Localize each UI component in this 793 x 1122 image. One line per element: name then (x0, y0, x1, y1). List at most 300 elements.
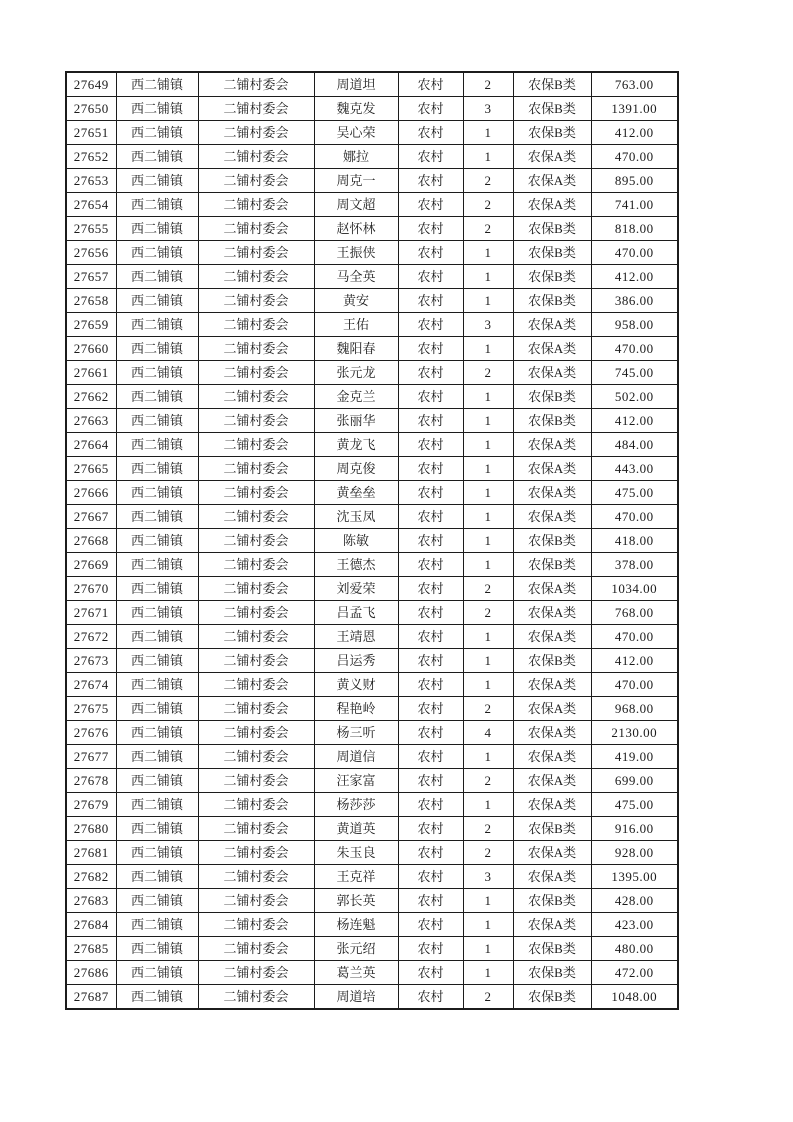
household-type-cell: 农村 (398, 289, 463, 313)
town-cell: 西二铺镇 (116, 385, 198, 409)
insurance-category-cell: 农保A类 (513, 433, 591, 457)
record-id-cell: 27673 (66, 649, 116, 673)
person-count-cell: 2 (463, 361, 513, 385)
person-count-cell: 2 (463, 169, 513, 193)
table-row (66, 793, 678, 817)
person-name-cell: 吕运秀 (314, 649, 398, 673)
village-committee-cell: 二铺村委会 (198, 409, 314, 433)
amount-cell: 968.00 (591, 697, 678, 721)
village-committee-cell: 二铺村委会 (198, 313, 314, 337)
record-id-cell: 27672 (66, 625, 116, 649)
record-id-cell: 27658 (66, 289, 116, 313)
insurance-category-cell: 农保B类 (513, 889, 591, 913)
person-name-cell: 周克俊 (314, 457, 398, 481)
insurance-category-cell: 农保A类 (513, 769, 591, 793)
record-id-cell: 27686 (66, 961, 116, 985)
person-name-cell: 周克一 (314, 169, 398, 193)
amount-cell: 502.00 (591, 385, 678, 409)
household-type-cell: 农村 (398, 841, 463, 865)
table-row (66, 529, 678, 553)
amount-cell: 386.00 (591, 289, 678, 313)
table-row (66, 745, 678, 769)
household-type-cell: 农村 (398, 241, 463, 265)
record-id-cell: 27684 (66, 913, 116, 937)
person-count-cell: 4 (463, 721, 513, 745)
amount-cell: 699.00 (591, 769, 678, 793)
village-committee-cell: 二铺村委会 (198, 601, 314, 625)
village-committee-cell: 二铺村委会 (198, 793, 314, 817)
person-name-cell: 周道坦 (314, 72, 398, 97)
amount-cell: 470.00 (591, 505, 678, 529)
town-cell: 西二铺镇 (116, 961, 198, 985)
village-committee-cell: 二铺村委会 (198, 241, 314, 265)
insurance-category-cell: 农保B类 (513, 553, 591, 577)
record-id-cell: 27670 (66, 577, 116, 601)
insurance-category-cell: 农保A类 (513, 841, 591, 865)
town-cell: 西二铺镇 (116, 361, 198, 385)
person-count-cell: 1 (463, 961, 513, 985)
town-cell: 西二铺镇 (116, 673, 198, 697)
village-committee-cell: 二铺村委会 (198, 193, 314, 217)
table-row (66, 649, 678, 673)
household-type-cell: 农村 (398, 409, 463, 433)
household-type-cell: 农村 (398, 361, 463, 385)
amount-cell: 423.00 (591, 913, 678, 937)
record-id-cell: 27660 (66, 337, 116, 361)
village-committee-cell: 二铺村委会 (198, 505, 314, 529)
table-row (66, 769, 678, 793)
record-id-cell: 27665 (66, 457, 116, 481)
record-id-cell: 27680 (66, 817, 116, 841)
household-type-cell: 农村 (398, 193, 463, 217)
person-count-cell: 1 (463, 457, 513, 481)
town-cell: 西二铺镇 (116, 193, 198, 217)
person-name-cell: 王佑 (314, 313, 398, 337)
benefit-roster-table (65, 71, 679, 1010)
table-row (66, 313, 678, 337)
record-id-cell: 27663 (66, 409, 116, 433)
insurance-category-cell: 农保B类 (513, 72, 591, 97)
insurance-category-cell: 农保B类 (513, 121, 591, 145)
person-name-cell: 吴心荣 (314, 121, 398, 145)
record-id-cell: 27679 (66, 793, 116, 817)
record-id-cell: 27687 (66, 985, 116, 1010)
amount-cell: 1395.00 (591, 865, 678, 889)
town-cell: 西二铺镇 (116, 889, 198, 913)
record-id-cell: 27656 (66, 241, 116, 265)
person-count-cell: 1 (463, 385, 513, 409)
amount-cell: 443.00 (591, 457, 678, 481)
table-row (66, 337, 678, 361)
record-id-cell: 27654 (66, 193, 116, 217)
town-cell: 西二铺镇 (116, 337, 198, 361)
record-id-cell: 27659 (66, 313, 116, 337)
amount-cell: 470.00 (591, 625, 678, 649)
village-committee-cell: 二铺村委会 (198, 265, 314, 289)
household-type-cell: 农村 (398, 673, 463, 697)
amount-cell: 418.00 (591, 529, 678, 553)
amount-cell: 470.00 (591, 145, 678, 169)
table-row (66, 937, 678, 961)
village-committee-cell: 二铺村委会 (198, 97, 314, 121)
village-committee-cell: 二铺村委会 (198, 337, 314, 361)
person-count-cell: 1 (463, 505, 513, 529)
person-name-cell: 黄道英 (314, 817, 398, 841)
household-type-cell: 农村 (398, 601, 463, 625)
table-row (66, 961, 678, 985)
person-count-cell: 1 (463, 649, 513, 673)
table-row (66, 553, 678, 577)
person-name-cell: 程艳岭 (314, 697, 398, 721)
insurance-category-cell: 农保B类 (513, 529, 591, 553)
town-cell: 西二铺镇 (116, 601, 198, 625)
table-row (66, 265, 678, 289)
person-name-cell: 赵怀林 (314, 217, 398, 241)
table-body (66, 72, 678, 1009)
insurance-category-cell: 农保B类 (513, 409, 591, 433)
town-cell: 西二铺镇 (116, 529, 198, 553)
amount-cell: 1391.00 (591, 97, 678, 121)
household-type-cell: 农村 (398, 889, 463, 913)
record-id-cell: 27651 (66, 121, 116, 145)
insurance-category-cell: 农保B类 (513, 265, 591, 289)
household-type-cell: 农村 (398, 625, 463, 649)
amount-cell: 895.00 (591, 169, 678, 193)
town-cell: 西二铺镇 (116, 625, 198, 649)
household-type-cell: 农村 (398, 769, 463, 793)
household-type-cell: 农村 (398, 817, 463, 841)
table-row (66, 385, 678, 409)
person-count-cell: 1 (463, 121, 513, 145)
amount-cell: 470.00 (591, 337, 678, 361)
village-committee-cell: 二铺村委会 (198, 841, 314, 865)
person-count-cell: 3 (463, 97, 513, 121)
amount-cell: 928.00 (591, 841, 678, 865)
table-row (66, 145, 678, 169)
person-name-cell: 黄安 (314, 289, 398, 313)
insurance-category-cell: 农保A类 (513, 697, 591, 721)
insurance-category-cell: 农保B类 (513, 649, 591, 673)
village-committee-cell: 二铺村委会 (198, 72, 314, 97)
record-id-cell: 27683 (66, 889, 116, 913)
household-type-cell: 农村 (398, 505, 463, 529)
person-count-cell: 2 (463, 217, 513, 241)
table-row (66, 889, 678, 913)
household-type-cell: 农村 (398, 337, 463, 361)
amount-cell: 484.00 (591, 433, 678, 457)
person-name-cell: 张元绍 (314, 937, 398, 961)
insurance-category-cell: 农保A类 (513, 865, 591, 889)
insurance-category-cell: 农保B类 (513, 385, 591, 409)
table-row (66, 289, 678, 313)
amount-cell: 472.00 (591, 961, 678, 985)
village-committee-cell: 二铺村委会 (198, 289, 314, 313)
amount-cell: 412.00 (591, 409, 678, 433)
town-cell: 西二铺镇 (116, 265, 198, 289)
person-name-cell: 周文超 (314, 193, 398, 217)
record-id-cell: 27685 (66, 937, 116, 961)
town-cell: 西二铺镇 (116, 169, 198, 193)
person-name-cell: 张丽华 (314, 409, 398, 433)
table-row (66, 985, 678, 1010)
household-type-cell: 农村 (398, 793, 463, 817)
record-id-cell: 27662 (66, 385, 116, 409)
person-name-cell: 吕孟飞 (314, 601, 398, 625)
village-committee-cell: 二铺村委会 (198, 697, 314, 721)
insurance-category-cell: 农保A类 (513, 913, 591, 937)
person-count-cell: 2 (463, 193, 513, 217)
town-cell: 西二铺镇 (116, 457, 198, 481)
table-row (66, 97, 678, 121)
record-id-cell: 27671 (66, 601, 116, 625)
amount-cell: 480.00 (591, 937, 678, 961)
table-row (66, 865, 678, 889)
village-committee-cell: 二铺村委会 (198, 481, 314, 505)
village-committee-cell: 二铺村委会 (198, 961, 314, 985)
person-count-cell: 1 (463, 529, 513, 553)
household-type-cell: 农村 (398, 865, 463, 889)
record-id-cell: 27669 (66, 553, 116, 577)
insurance-category-cell: 农保A类 (513, 505, 591, 529)
record-id-cell: 27657 (66, 265, 116, 289)
record-id-cell: 27666 (66, 481, 116, 505)
person-count-cell: 1 (463, 889, 513, 913)
town-cell: 西二铺镇 (116, 433, 198, 457)
town-cell: 西二铺镇 (116, 505, 198, 529)
record-id-cell: 27677 (66, 745, 116, 769)
household-type-cell: 农村 (398, 961, 463, 985)
household-type-cell: 农村 (398, 985, 463, 1010)
person-name-cell: 黄垒垒 (314, 481, 398, 505)
table-row (66, 697, 678, 721)
person-name-cell: 张元龙 (314, 361, 398, 385)
village-committee-cell: 二铺村委会 (198, 361, 314, 385)
person-count-cell: 1 (463, 937, 513, 961)
village-committee-cell: 二铺村委会 (198, 649, 314, 673)
person-count-cell: 1 (463, 241, 513, 265)
household-type-cell: 农村 (398, 145, 463, 169)
table-row (66, 841, 678, 865)
table-row (66, 673, 678, 697)
household-type-cell: 农村 (398, 121, 463, 145)
household-type-cell: 农村 (398, 97, 463, 121)
insurance-category-cell: 农保A类 (513, 577, 591, 601)
record-id-cell: 27676 (66, 721, 116, 745)
table-row (66, 361, 678, 385)
insurance-category-cell: 农保A类 (513, 337, 591, 361)
person-count-cell: 2 (463, 817, 513, 841)
person-count-cell: 1 (463, 265, 513, 289)
record-id-cell: 27664 (66, 433, 116, 457)
record-id-cell: 27661 (66, 361, 116, 385)
insurance-category-cell: 农保B类 (513, 817, 591, 841)
person-name-cell: 葛兰英 (314, 961, 398, 985)
amount-cell: 475.00 (591, 793, 678, 817)
household-type-cell: 农村 (398, 577, 463, 601)
household-type-cell: 农村 (398, 553, 463, 577)
amount-cell: 745.00 (591, 361, 678, 385)
amount-cell: 470.00 (591, 673, 678, 697)
village-committee-cell: 二铺村委会 (198, 433, 314, 457)
household-type-cell: 农村 (398, 72, 463, 97)
household-type-cell: 农村 (398, 265, 463, 289)
person-count-cell: 2 (463, 697, 513, 721)
household-type-cell: 农村 (398, 385, 463, 409)
person-count-cell: 2 (463, 841, 513, 865)
insurance-category-cell: 农保B类 (513, 985, 591, 1010)
insurance-category-cell: 农保A类 (513, 313, 591, 337)
record-id-cell: 27674 (66, 673, 116, 697)
person-name-cell: 周道信 (314, 745, 398, 769)
table-row (66, 481, 678, 505)
table-row (66, 457, 678, 481)
household-type-cell: 农村 (398, 457, 463, 481)
person-count-cell: 2 (463, 601, 513, 625)
town-cell: 西二铺镇 (116, 745, 198, 769)
village-committee-cell: 二铺村委会 (198, 721, 314, 745)
village-committee-cell: 二铺村委会 (198, 217, 314, 241)
person-count-cell: 1 (463, 625, 513, 649)
table-row (66, 121, 678, 145)
table-row (66, 241, 678, 265)
table-row (66, 433, 678, 457)
household-type-cell: 农村 (398, 481, 463, 505)
insurance-category-cell: 农保A类 (513, 745, 591, 769)
town-cell: 西二铺镇 (116, 721, 198, 745)
person-name-cell: 金克兰 (314, 385, 398, 409)
insurance-category-cell: 农保A类 (513, 361, 591, 385)
table-row (66, 817, 678, 841)
table-row (66, 169, 678, 193)
person-count-cell: 3 (463, 865, 513, 889)
village-committee-cell: 二铺村委会 (198, 913, 314, 937)
table-row (66, 721, 678, 745)
record-id-cell: 27682 (66, 865, 116, 889)
village-committee-cell: 二铺村委会 (198, 865, 314, 889)
amount-cell: 958.00 (591, 313, 678, 337)
amount-cell: 763.00 (591, 72, 678, 97)
amount-cell: 428.00 (591, 889, 678, 913)
town-cell: 西二铺镇 (116, 145, 198, 169)
town-cell: 西二铺镇 (116, 937, 198, 961)
person-count-cell: 1 (463, 433, 513, 457)
table-row (66, 625, 678, 649)
amount-cell: 378.00 (591, 553, 678, 577)
person-name-cell: 魏克发 (314, 97, 398, 121)
person-name-cell: 王靖恩 (314, 625, 398, 649)
person-name-cell: 魏阳春 (314, 337, 398, 361)
person-name-cell: 汪家富 (314, 769, 398, 793)
town-cell: 西二铺镇 (116, 553, 198, 577)
table-row (66, 217, 678, 241)
insurance-category-cell: 农保B类 (513, 97, 591, 121)
table-row (66, 409, 678, 433)
insurance-category-cell: 农保A类 (513, 193, 591, 217)
table-row (66, 72, 678, 97)
town-cell: 西二铺镇 (116, 649, 198, 673)
village-committee-cell: 二铺村委会 (198, 457, 314, 481)
person-count-cell: 1 (463, 145, 513, 169)
person-count-cell: 1 (463, 673, 513, 697)
amount-cell: 818.00 (591, 217, 678, 241)
village-committee-cell: 二铺村委会 (198, 577, 314, 601)
amount-cell: 916.00 (591, 817, 678, 841)
insurance-category-cell: 农保A类 (513, 481, 591, 505)
village-committee-cell: 二铺村委会 (198, 745, 314, 769)
person-count-cell: 1 (463, 289, 513, 313)
person-count-cell: 2 (463, 769, 513, 793)
person-name-cell: 王振侠 (314, 241, 398, 265)
insurance-category-cell: 农保A类 (513, 673, 591, 697)
household-type-cell: 农村 (398, 913, 463, 937)
person-name-cell: 王德杰 (314, 553, 398, 577)
village-committee-cell: 二铺村委会 (198, 673, 314, 697)
person-count-cell: 1 (463, 337, 513, 361)
record-id-cell: 27668 (66, 529, 116, 553)
household-type-cell: 农村 (398, 313, 463, 337)
insurance-category-cell: 农保B类 (513, 961, 591, 985)
village-committee-cell: 二铺村委会 (198, 769, 314, 793)
record-id-cell: 27667 (66, 505, 116, 529)
village-committee-cell: 二铺村委会 (198, 385, 314, 409)
record-id-cell: 27653 (66, 169, 116, 193)
person-count-cell: 1 (463, 481, 513, 505)
person-name-cell: 马全英 (314, 265, 398, 289)
village-committee-cell: 二铺村委会 (198, 625, 314, 649)
village-committee-cell: 二铺村委会 (198, 169, 314, 193)
amount-cell: 412.00 (591, 121, 678, 145)
town-cell: 西二铺镇 (116, 985, 198, 1010)
record-id-cell: 27655 (66, 217, 116, 241)
person-count-cell: 1 (463, 745, 513, 769)
village-committee-cell: 二铺村委会 (198, 985, 314, 1010)
insurance-category-cell: 农保B类 (513, 937, 591, 961)
record-id-cell: 27675 (66, 697, 116, 721)
village-committee-cell: 二铺村委会 (198, 529, 314, 553)
insurance-category-cell: 农保B类 (513, 217, 591, 241)
amount-cell: 2130.00 (591, 721, 678, 745)
person-count-cell: 2 (463, 72, 513, 97)
town-cell: 西二铺镇 (116, 241, 198, 265)
person-name-cell: 郭长英 (314, 889, 398, 913)
person-name-cell: 娜拉 (314, 145, 398, 169)
person-name-cell: 黄义财 (314, 673, 398, 697)
amount-cell: 470.00 (591, 241, 678, 265)
amount-cell: 1048.00 (591, 985, 678, 1010)
person-count-cell: 3 (463, 313, 513, 337)
household-type-cell: 农村 (398, 433, 463, 457)
household-type-cell: 农村 (398, 529, 463, 553)
town-cell: 西二铺镇 (116, 72, 198, 97)
person-name-cell: 周道培 (314, 985, 398, 1010)
town-cell: 西二铺镇 (116, 409, 198, 433)
person-count-cell: 2 (463, 985, 513, 1010)
person-count-cell: 1 (463, 409, 513, 433)
insurance-category-cell: 农保A类 (513, 169, 591, 193)
town-cell: 西二铺镇 (116, 769, 198, 793)
person-name-cell: 黄龙飞 (314, 433, 398, 457)
person-name-cell: 杨莎莎 (314, 793, 398, 817)
amount-cell: 768.00 (591, 601, 678, 625)
household-type-cell: 农村 (398, 937, 463, 961)
insurance-category-cell: 农保A类 (513, 457, 591, 481)
person-count-cell: 2 (463, 577, 513, 601)
town-cell: 西二铺镇 (116, 697, 198, 721)
table-row (66, 577, 678, 601)
table-row (66, 505, 678, 529)
person-count-cell: 1 (463, 793, 513, 817)
town-cell: 西二铺镇 (116, 97, 198, 121)
